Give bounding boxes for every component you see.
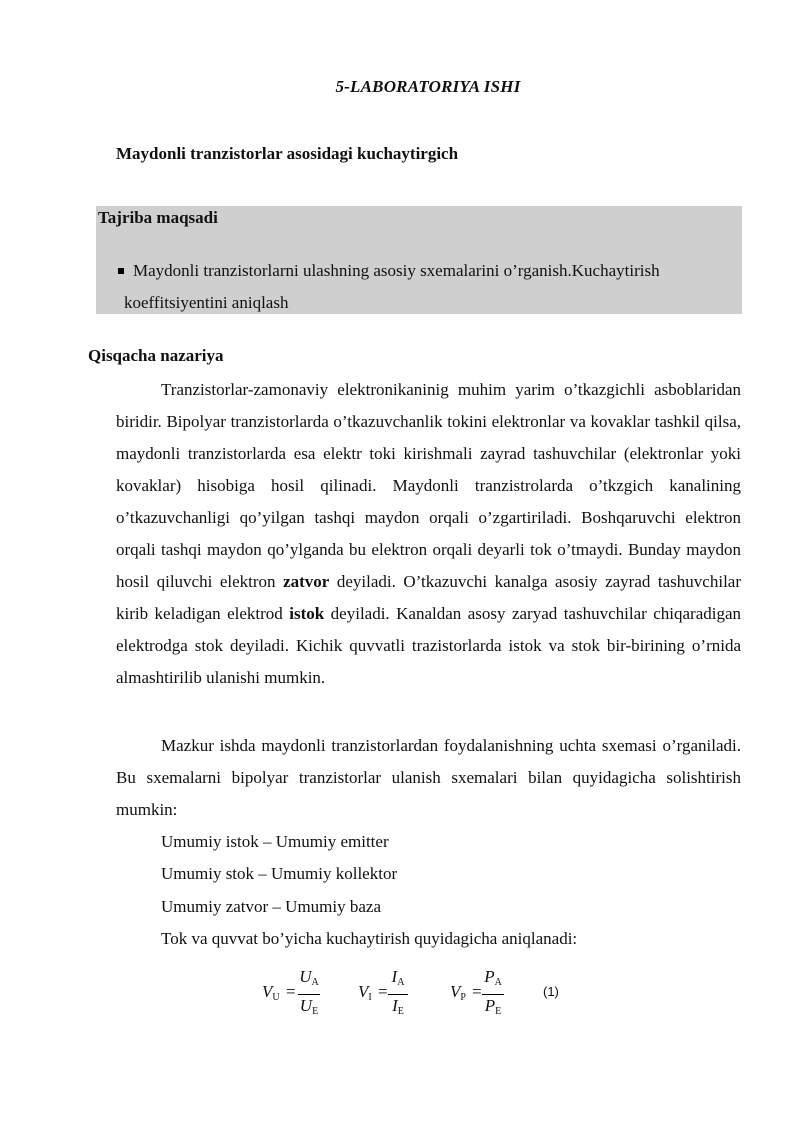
theory-p2-text: Mazkur ishda maydonli tranzistorlardan foydalanishning uchta sxemasi o’rganiladi. Bu sxemalarni bipolyar tranzistorlar ulanish sxemalari bilan quyidagicha solishtirish mumkin: — [116, 736, 741, 819]
square-bullet-icon — [118, 268, 124, 274]
theory-p1-text-b: deyiladi. O’tkazuvchi kanalga asosiy zayrad tashuvchilar kirib keladigan elektrod — [116, 572, 741, 623]
equals-sign: = — [378, 982, 388, 1001]
list-item: Umumiy stok – Umumiy kollektor — [161, 864, 398, 883]
theory-paragraph-2 — [116, 730, 741, 826]
equals-sign: = — [286, 982, 296, 1001]
gain-formulas — [262, 964, 572, 1020]
term-zatvor: zatvor — [283, 572, 330, 591]
formula-1-lhs: $V_U$ — [262, 982, 280, 1003]
equation-number: (1) — [543, 984, 559, 999]
goal-item-continuation: koeffitsiyentini aniqlash — [124, 293, 289, 312]
term-istok: istok — [289, 604, 325, 623]
formula-3-fraction: $P_A$ $P_E$ — [482, 967, 504, 1022]
equals-sign: = — [472, 982, 482, 1001]
formula-2-lhs: $V_I$ — [358, 982, 372, 1003]
goal-item — [116, 261, 660, 281]
goal-heading: Tajriba maqsadi — [98, 208, 218, 227]
theory-p1-text-a: Tranzistorlar-zamonaviy elektronikaninig muhim yarim o’tkazgichli asboblaridan biridir. Bipolyar tranzistorlarda o’tkazuvchanlik tokini elektronlar va kovaklar tashkil qilsa, maydonli tranzistorlarda esa elektr toki kirishmali zayrad tashuvchilar (elektronlar yoki kovaklar) hisobiga hosil qilinadi. Maydonli tranzistrolarda o’tkzgich kanalining o’tkazuvchanligi qo’yilgan tashqi maydon orqali o’zgartiriladi. Boshqaruvchi elektron orqali tashqi maydon qo’ylganda bu elektron orqali deyarli tok o’tmaydi. Bunday maydon hosil qiluvchi elektron — [116, 380, 741, 591]
formula-1-fraction: $U_A$ $U_E$ — [299, 967, 319, 1017]
formula-2-fraction: $I_A$ $I_E$ — [388, 967, 408, 1022]
goal-item-text: Maydonli tranzistorlarni ulashning asosiy sxemalarini o’rganish.Kuchaytirish — [133, 261, 660, 280]
formula-intro: Tok va quvvat bo’yicha kuchaytirish quyidagicha aniqlanadi: — [161, 929, 578, 948]
list-item: Umumiy zatvor – Umumiy baza — [161, 897, 382, 916]
theory-paragraph-1 — [116, 374, 741, 694]
formula-3-lhs: $V_P$ — [450, 982, 466, 1003]
list-item: Umumiy istok – Umumiy emitter — [161, 832, 389, 851]
theory-heading: Qisqacha nazariya — [88, 346, 224, 365]
theory-p1-text-c: deyiladi. Kanaldan asosy zaryad tashuvchilar chiqaradigan elektrodga stok deyiladi. Kichik quvvatli trazistorlarda istok va stok bir-birining o’rnida almashtirilib ulanishi mumkin. — [116, 604, 742, 687]
page-title: 5-LABORATORIYA ISHI — [335, 77, 521, 96]
document-subtitle: Maydonli tranzistorlar asosidagi kuchaytirgich — [116, 144, 459, 163]
